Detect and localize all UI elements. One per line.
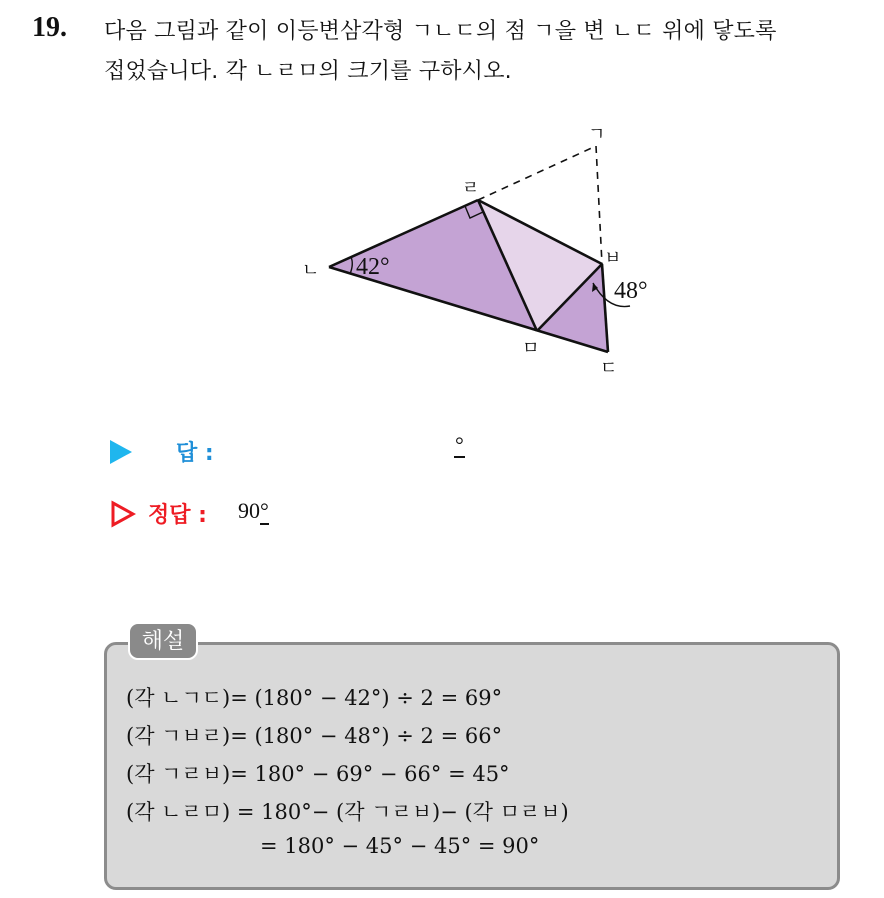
vertex-label-b: ㅂ (604, 248, 622, 269)
play-icon (110, 440, 132, 464)
solution-tab: 해설 (128, 622, 198, 660)
correct-answer-label: 정답 : (148, 503, 207, 528)
correct-answer-unit: ° (260, 498, 269, 523)
vertex-label-r: ㄹ (462, 178, 480, 199)
vertex-label-m: ㅁ (522, 338, 540, 359)
correct-answer-row (110, 496, 410, 530)
vertex-label-g: ㄱ (588, 124, 606, 145)
angle-value-n: 42° (356, 254, 390, 280)
question-text-line1: 다음 그림과 같이 이등변삼각형 ㄱㄴㄷ의 점 ㄱ을 변 ㄴㄷ 위에 닿도록 (104, 19, 777, 44)
correct-answer-value: 90° (238, 498, 269, 523)
answer-blank[interactable]: ° (455, 432, 464, 457)
solution-line-4: (각 ㄴㄹㅁ) = 180°− (각 ㄱㄹㅂ)− (각 ㅁㄹㅂ) (126, 800, 569, 824)
answer-label: 답 : (176, 441, 214, 466)
question-text-line2: 접었습니다. 각 ㄴㄹㅁ의 크기를 구하시오. (104, 59, 512, 84)
folded-triangle-figure (0, 0, 884, 420)
question-number: 19. (32, 12, 67, 43)
vertex-label-n: ㄴ (302, 260, 320, 281)
play-outline-icon (110, 500, 136, 528)
solution-line-5: = 180° − 45° − 45° = 90° (260, 834, 540, 858)
solution-line-2: (각 ㄱㅂㄹ)= (180° − 48°) ÷ 2 = 66° (126, 724, 503, 748)
vertex-label-d: ㄷ (600, 358, 618, 379)
angle-value-b: 48° (614, 278, 648, 304)
answer-row (110, 434, 510, 468)
solution-line-3: (각 ㄱㄹㅂ)= 180° − 69° − 66° = 45° (126, 762, 510, 786)
solution-line-1: (각 ㄴㄱㄷ)= (180° − 42°) ÷ 2 = 69° (126, 686, 503, 710)
